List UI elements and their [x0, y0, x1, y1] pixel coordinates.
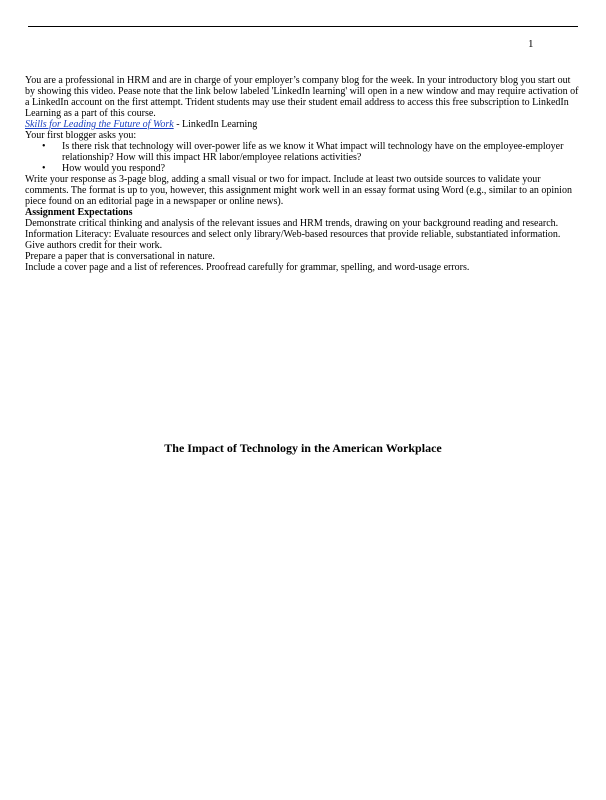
video-link[interactable]: Skills for Leading the Future of Work — [25, 119, 174, 130]
paper-title: The Impact of Technology in the American Workplace — [164, 441, 442, 455]
assignment-body — [25, 75, 580, 273]
intro-paragraph: You are a professional in HRM and are in charge of your employer’s company blog for the week. In your introductory blog you start out by showing this video. Pease note that the link below labeled 'LinkedIn learning' will open in a new window and may require activation of a LinkedIn account on the first attempt. Trident students may use their student email address to access this free subscription to LinkedIn Learning as a part of this course. — [25, 75, 579, 119]
expectations-heading: Assignment Expectations — [25, 207, 133, 218]
response-instructions: Write your response as 3-page blog, adding a small visual or two for impact. Include at least two outside sources to validate your comments. The format is up to you, however, this assignment might work well in an essay format using Word (e.g., similar to an opinion piece found on an editorial page in a newspaper or online news). — [25, 174, 572, 207]
header-rule — [28, 26, 578, 27]
list-item: • Is there risk that technology will over-power life as we know it What impact will technology have on the employee-employer relationship? How will this impact HR labor/employee relations activities? — [62, 141, 580, 163]
blogger-asks: Your first blogger asks you: — [25, 130, 137, 141]
list-item: • How would you respond? — [62, 163, 580, 174]
page-number: 1 — [528, 38, 534, 50]
video-link-suffix: - LinkedIn Learning — [173, 119, 258, 130]
question-list — [25, 141, 580, 174]
expectation-item: Demonstrate critical thinking and analysis of the relevant issues and HRM trends, drawing on your background reading and research. — [25, 218, 559, 229]
expectation-item: Include a cover page and a list of references. Proofread carefully for grammar, spelling, and word-usage errors. — [25, 262, 470, 273]
expectation-item: Information Literacy: Evaluate resources and select only library/Web-based resources that provide reliable, substantiated information. Give authors credit for their work. — [25, 229, 561, 251]
video-link-line — [25, 119, 580, 130]
expectation-item: Prepare a paper that is conversational in nature. — [25, 251, 215, 262]
